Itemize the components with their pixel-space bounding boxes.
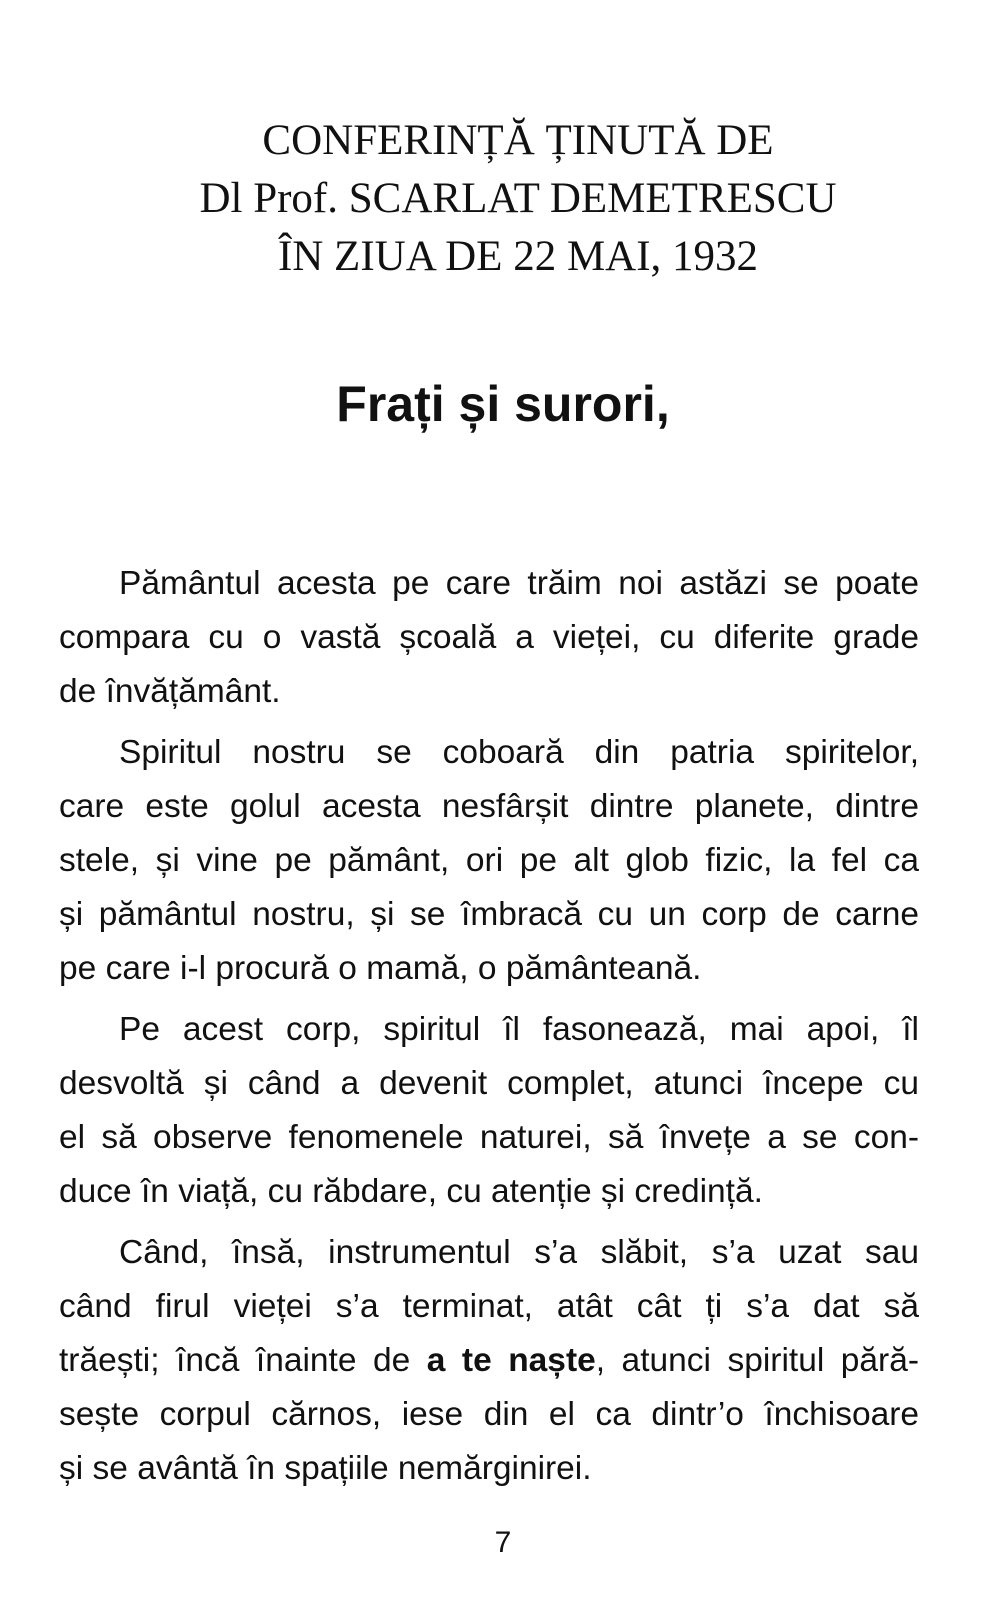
- paragraph-1: [59, 557, 919, 719]
- paragraph-line: Spiritul nostru se coboară din patria spiritelor,: [119, 734, 919, 771]
- paragraph-line: stele, și vine pe pământ, ori pe alt glob fizic, la fel ca: [59, 842, 919, 879]
- paragraph-line: sește corpul cărnos, iese din el ca dintr’o închisoare: [59, 1396, 919, 1433]
- body-text: [59, 557, 919, 1503]
- paragraph-line: compara cu o vastă școală a vieței, cu diferite grade: [59, 619, 919, 656]
- header-line-1: CONFERINȚĂ ȚINUTĂ DE: [262, 117, 774, 164]
- paragraph-line: Când, însă, instrumentul s’a slăbit, s’a uzat sau: [119, 1234, 919, 1271]
- paragraph-3: [59, 1003, 919, 1219]
- paragraph-line: duce în viață, cu răbdare, cu atenție și credință.: [59, 1173, 763, 1210]
- paragraph-4: [59, 1226, 919, 1496]
- emphasis-text: a te naște: [426, 1342, 596, 1379]
- page-number: 7: [494, 1526, 512, 1559]
- header-line-2: Dl Prof. SCARLAT DEMETRESCU: [199, 175, 837, 222]
- paragraph-line: care este golul acesta nesfârșit dintre planete, dintre: [59, 788, 919, 825]
- greeting-heading: Frați și surori,: [336, 376, 670, 432]
- paragraph-line: Pe acest corp, spiritul îl fasonează, mai apoi, îl: [119, 1011, 919, 1048]
- paragraph-line: și se avântă în spațiile nemărginirei.: [59, 1450, 592, 1487]
- paragraph-2: [59, 726, 919, 996]
- line-text: , atunci spiritul pără-: [595, 1342, 919, 1379]
- line-text: trăești; încă înainte de: [59, 1342, 427, 1379]
- paragraph-line: de învățământ.: [59, 673, 281, 710]
- paragraph-line: el să observe fenomenele naturei, să învețe a se con-: [59, 1119, 919, 1156]
- paragraph-line: pe care i-l procură o mamă, o pământeană.: [59, 950, 702, 987]
- paragraph-line: desvoltă și când a devenit complet, atunci începe cu: [59, 1065, 919, 1102]
- conference-header: [0, 112, 1006, 286]
- paragraph-line: [59, 1334, 919, 1388]
- paragraph-line: când firul vieței s’a terminat, atât cât ți s’a dat să: [59, 1288, 919, 1325]
- paragraph-line: și pământul nostru, și se îmbracă cu un corp de carne: [59, 896, 919, 933]
- header-line-3: ÎN ZIUA DE 22 MAI, 1932: [277, 233, 759, 280]
- paragraph-line: Pământul acesta pe care trăim noi astăzi se poate: [119, 565, 919, 602]
